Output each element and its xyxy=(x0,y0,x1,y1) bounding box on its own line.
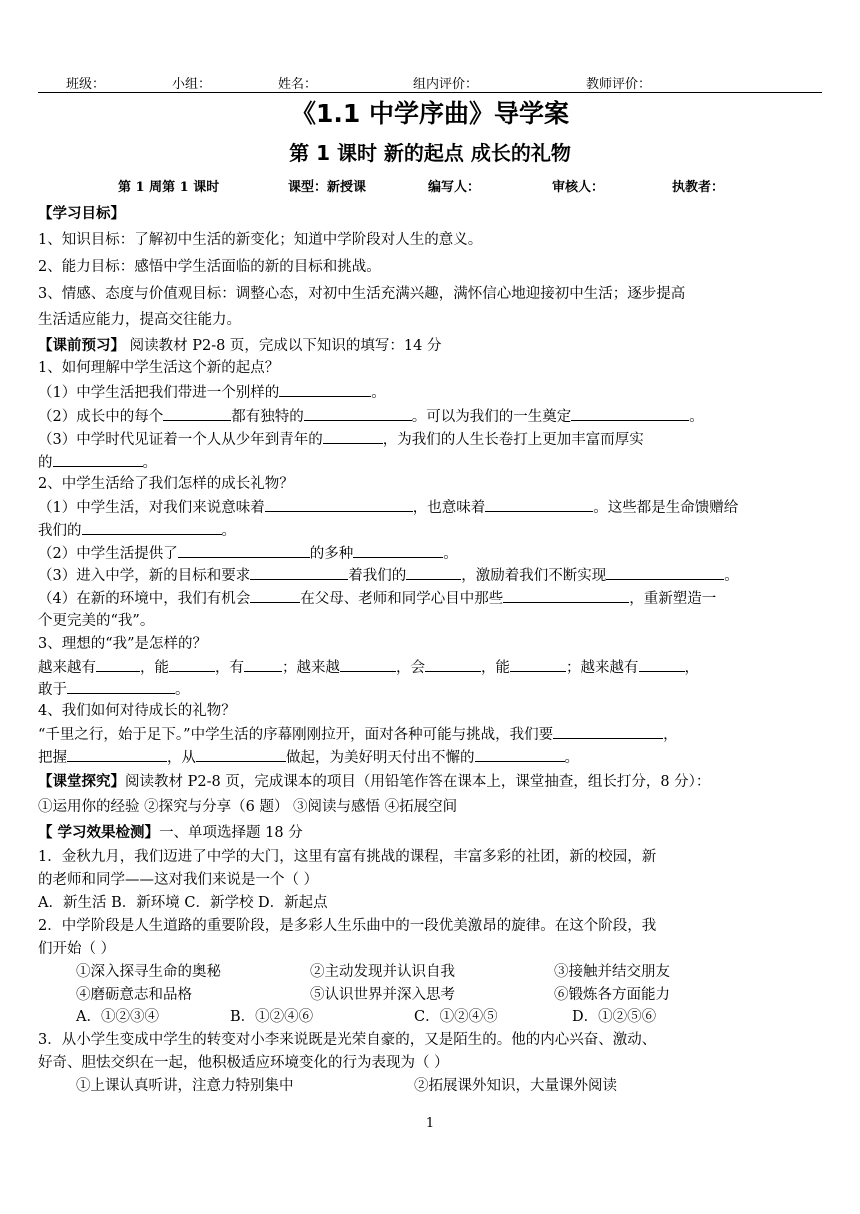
test-q2-statement: ⑥锻炼各方面能力 xyxy=(554,987,670,1003)
teacher-eval-label: 教师评价： xyxy=(586,77,652,92)
test-line xyxy=(38,822,303,844)
fill-blank xyxy=(353,542,443,558)
preview-q2-1-cont xyxy=(38,519,236,542)
fill-blank xyxy=(244,656,282,672)
fill-blank xyxy=(485,496,593,512)
header-fields xyxy=(40,71,820,91)
text-segment: 把握 xyxy=(38,750,67,766)
text-segment: 。 xyxy=(175,682,190,698)
text-segment: ，重新塑造一 xyxy=(629,591,717,607)
test-q2-statement: ③接触并结交朋友 xyxy=(554,964,670,980)
test-q3-line2: 好奇、胆怯交织在一起，他积极适应环境变化的行为表现为（ ） xyxy=(38,1055,449,1071)
text-segment: 。这些都是生命馈赠给 xyxy=(593,500,739,516)
text-segment: 做起，为美好明天付出不懈的 xyxy=(286,750,475,766)
text-segment: 敢于 xyxy=(38,682,67,698)
test-q3-line1: 3．从小学生变成中学生的转变对小李来说既是光荣自豪的，又是陌生的。他的内心兴奋、激动、 xyxy=(38,1032,657,1048)
fill-blank xyxy=(323,428,383,444)
preview-q2-1 xyxy=(38,496,738,519)
text-segment: 。 xyxy=(142,455,157,471)
preview-q3-cont xyxy=(38,678,190,701)
fill-blank xyxy=(425,656,481,672)
text-segment: ，能 xyxy=(481,660,510,676)
fill-blank xyxy=(163,405,231,421)
text-segment: 。 xyxy=(724,568,739,584)
test-q2-statement: ⑤认识世界并深入思考 xyxy=(310,987,455,1003)
test-q2-option-b: B．①②④⑥ xyxy=(230,1009,314,1025)
test-q3-statement: ①上课认真听讲，注意力特别集中 xyxy=(76,1078,294,1094)
preview-q4-answer-cont xyxy=(38,746,579,769)
meta-week: 第 1 周第 1 课时 xyxy=(118,180,220,195)
meta-teacher: 执教者： xyxy=(672,180,725,195)
preview-q2-3 xyxy=(38,564,739,587)
preview-heading: 【课前预习】 xyxy=(38,337,125,354)
page-title: 《1.1 中学序曲》导学案 xyxy=(291,99,569,128)
text-segment: ， xyxy=(684,660,699,676)
text-segment: 都有独特的 xyxy=(231,409,304,425)
fill-blank xyxy=(178,542,310,558)
text-segment: （2）成长中的每个 xyxy=(38,409,164,425)
test-heading: 【 学习效果检测】 xyxy=(38,824,160,841)
preview-q2: 2、中学生活给了我们怎样的成长礼物？ xyxy=(38,476,294,492)
text-segment: ，有 xyxy=(215,660,244,676)
test-q2-statement: ④磨砺意志和品格 xyxy=(76,987,192,1003)
fill-blank xyxy=(250,587,300,603)
preview-line xyxy=(38,335,442,357)
fill-blank xyxy=(265,496,413,512)
fill-blank xyxy=(304,405,412,421)
goal-attitude-1: 3、情感、态度与价值观目标：调整心态，对初中生活充满兴趣，满怀信心地迎接初中生活；逐步提高 xyxy=(38,286,686,302)
test-q3-statement: ②拓展课外知识，大量课外阅读 xyxy=(414,1078,617,1094)
preview-q1-1 xyxy=(38,381,386,404)
fill-blank xyxy=(553,723,663,739)
text-segment: ，激励着我们不断实现 xyxy=(461,568,607,584)
fill-blank xyxy=(340,656,396,672)
page-number: 1 xyxy=(425,1116,435,1131)
preview-q1-3-cont xyxy=(38,451,157,474)
text-segment: （1）中学生活，对我们来说意味着 xyxy=(38,500,265,516)
test-q1-options: A．新生活 B．新环境 C．新学校 D．新起点 xyxy=(38,895,328,911)
fill-blank xyxy=(67,678,175,694)
goal-ability: 2、能力目标：感悟中学生活面临的新的目标和挑战。 xyxy=(38,259,381,275)
test-q1-line2: 的老师和同学——这对我们来说是一个（ ） xyxy=(38,872,319,888)
fill-blank xyxy=(571,405,689,421)
text-segment: 。 xyxy=(443,546,458,562)
preview-q3: 3、理想的“我”是怎样的？ xyxy=(38,636,208,652)
test-q2-statement: ②主动发现并认识自我 xyxy=(310,964,455,980)
goal-attitude-2: 生活适应能力，提高交往能力。 xyxy=(38,312,241,328)
fill-blank xyxy=(250,564,348,580)
preview-q3-answers xyxy=(38,656,699,679)
fill-blank xyxy=(67,746,167,762)
text-segment: “千里之行，始于足下。”中学生活的序幕刚刚拉开，面对各种可能与挑战，我们要 xyxy=(38,727,554,743)
preview-q2-2 xyxy=(38,542,458,565)
text-segment: 。 xyxy=(221,523,236,539)
text-segment: ；越来越有 xyxy=(566,660,639,676)
explore-heading: 【课堂探究】 xyxy=(38,773,125,790)
text-segment: ；越来越 xyxy=(282,660,340,676)
fill-blank xyxy=(53,451,143,467)
text-segment: ，为我们的人生长卷打上更加丰富而厚实 xyxy=(382,432,644,448)
page-subtitle: 第 1 课时 新的起点 成长的礼物 xyxy=(289,141,571,165)
text-segment: 我们的 xyxy=(38,523,82,539)
meta-type: 课型：新授课 xyxy=(288,180,367,195)
preview-q1-2 xyxy=(38,405,704,428)
text-segment: ，会 xyxy=(396,660,425,676)
preview-q4-answer xyxy=(38,723,678,746)
text-segment: ， xyxy=(663,727,678,743)
fill-blank xyxy=(503,587,629,603)
text-segment: 在父母、老师和同学心目中那些 xyxy=(300,591,504,607)
text-segment: ，从 xyxy=(167,750,196,766)
group-label: 小组： xyxy=(172,77,212,92)
text-segment: 的 xyxy=(38,455,53,471)
goals-heading: 【学习目标】 xyxy=(38,205,125,222)
fill-blank xyxy=(96,656,140,672)
preview-instruction: 阅读教材 P2-8 页，完成以下知识的填写：14 分 xyxy=(125,338,442,354)
test-q2-option-c: C．①②④⑤ xyxy=(414,1009,498,1025)
preview-q4: 4、我们如何对待成长的礼物？ xyxy=(38,703,236,719)
text-segment: 。可以为我们的一生奠定 xyxy=(411,409,572,425)
goal-knowledge: 1、知识目标：了解初中生活的新变化；知道中学阶段对人生的意义。 xyxy=(38,232,483,248)
test-q2-statement: ①深入探寻生命的奥秘 xyxy=(76,964,221,980)
preview-q1-3 xyxy=(38,428,644,451)
fill-blank xyxy=(606,564,724,580)
test-q2-option-a: A．①②③④ xyxy=(76,1009,159,1025)
test-q2-line1: 2．中学阶段是人生道路的重要阶段，是多彩人生乐曲中的一段优美激昂的旋律。在这个阶段，我 xyxy=(38,918,657,934)
lesson-meta xyxy=(0,176,860,196)
text-segment: 。 xyxy=(689,409,704,425)
test-section: 一、单项选择题 18 分 xyxy=(159,825,303,841)
group-eval-label: 组内评价： xyxy=(413,77,479,92)
text-segment: 越来越有 xyxy=(38,660,96,676)
test-q2-line2: 们开始（ ） xyxy=(38,941,116,957)
preview-q2-4 xyxy=(38,587,716,610)
text-segment: ，也意味着 xyxy=(412,500,486,516)
text-segment: （4）在新的环境中，我们有机会 xyxy=(38,591,251,607)
preview-q2-4-cont: 个更完美的“我”。 xyxy=(38,613,155,629)
text-segment: ，能 xyxy=(140,660,169,676)
class-label: 班级： xyxy=(66,77,106,92)
fill-blank xyxy=(169,656,215,672)
text-segment: 。 xyxy=(371,385,386,401)
text-segment: （3）进入中学，新的目标和要求 xyxy=(38,568,251,584)
test-q1-line1: 1．金秋九月，我们迈进了中学的大门，这里有富有挑战的课程，丰富多彩的社团，新的校园，新 xyxy=(38,849,657,865)
explore-line xyxy=(38,771,710,793)
fill-blank xyxy=(639,656,685,672)
fill-blank xyxy=(406,564,461,580)
header-rule xyxy=(38,92,822,93)
preview-q1: 1、如何理解中学生活这个新的起点？ xyxy=(38,360,280,376)
name-label: 姓名： xyxy=(278,77,318,92)
meta-writer: 编写人： xyxy=(428,180,481,195)
explore-text: 阅读教材 P2-8 页，完成课本的项目（用铅笔作答在课本上，课堂抽查，组长打分，8 分）： xyxy=(125,774,711,790)
meta-reviewer: 审核人： xyxy=(552,180,605,195)
test-q2-option-d: D．①②⑤⑥ xyxy=(572,1009,657,1025)
text-segment: 。 xyxy=(564,750,579,766)
fill-blank xyxy=(82,519,222,535)
fill-blank xyxy=(279,381,371,397)
fill-blank xyxy=(475,746,565,762)
text-segment: （2）中学生活提供了 xyxy=(38,546,178,562)
text-segment: 着我们的 xyxy=(348,568,407,584)
text-segment: （1）中学生活把我们带进一个别样的 xyxy=(38,385,280,401)
text-segment: 的多种 xyxy=(309,546,354,562)
text-segment: （3）中学时代见证着一个人从少年到青年的 xyxy=(38,432,323,448)
fill-blank xyxy=(510,656,566,672)
explore-items: ①运用你的经验 ②探究与分享（6 题） ③阅读与感悟 ④拓展空间 xyxy=(38,799,458,815)
fill-blank xyxy=(196,746,286,762)
